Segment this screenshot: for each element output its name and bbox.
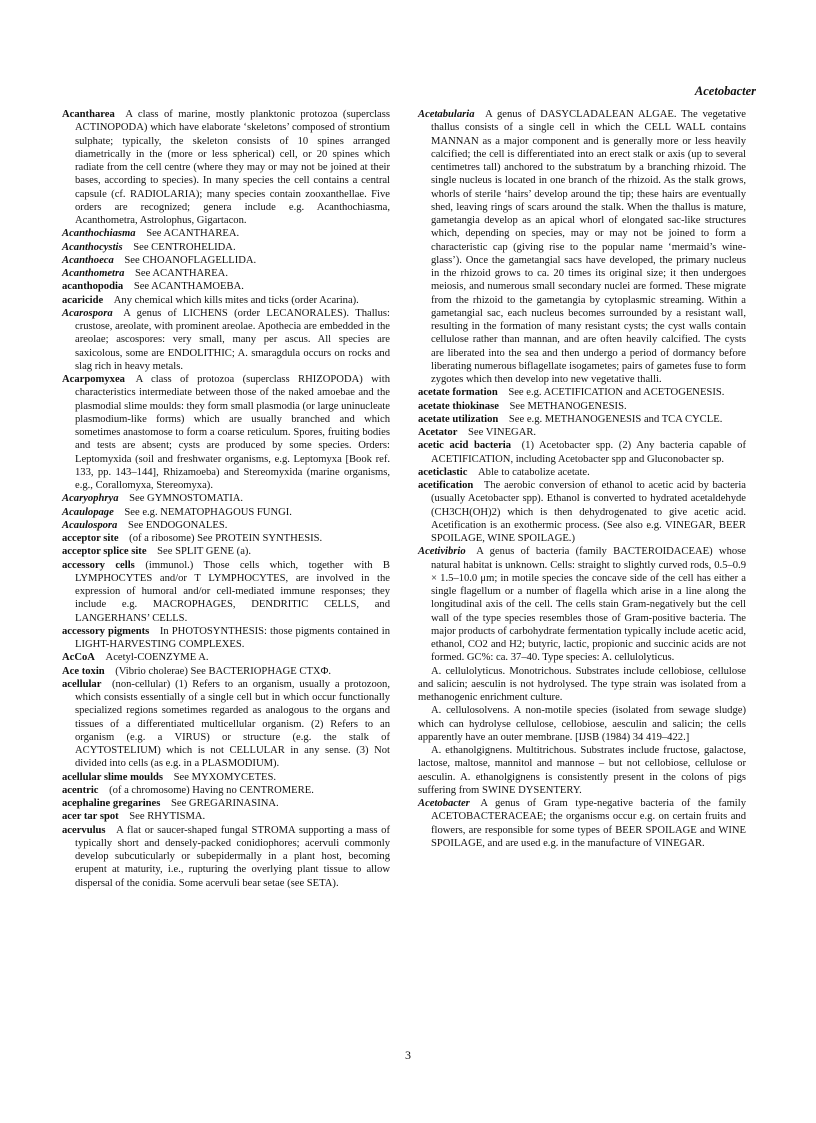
entry-definition: A genus of DASYCLADALEAN ALGAE. The vegetative thallus consists of a single cell in which the CELL WALL contains MANNAN as a major component and is generally more or less heavily calcified; the cell is differentiated into an erect stalk or axis (up to several centimetres tall) anchored to the substratum by a branching rhizoid. The single nucleus is located in one branch of the rhizoid. As the stalk grows, whorls of sterile ‘hairs’ develop around the tip; these hairs are eventually shed, leaving rings of scars around the stalk. When the thallus is mature, gametangia develop as an apical whorl of elongated sac-like structures which, depending on species, may or may not be joined to form a characteristic cap (giving rise to the popular name ‘mermaid’s wine-glass’). Once the gametangial sacs have developed, the primary nucleus in the rhizoid grows to ca. 20 times its original size; it then undergoes meiosis, and numerous small secondary nuclei are formed. These migrate from the rhizoid to the gametangia by cytoplasmic streaming. Within a gametangial sac, each nucleus becomes surrounded by a resistant wall, resulting in the formation of many resistant cysts; the cyst walls contain cellulose rather than mannan, and are often heavily calcified. The cysts are liberated into the sea and then undergo a period of dormancy before liberating numerous biflagellate isogametes; pairs of gametes fuse to form zygotes which then develop into new vegetative thalli. (431, 109, 746, 385)
entry-definition: In PHOTOSYNTHESIS: those pigments contained in LIGHT-HARVESTING COMPLEXES. (75, 625, 391, 650)
dictionary-entry (418, 386, 746, 399)
entry-definition: See CHOANOFLAGELLIDA. (124, 254, 257, 266)
entry-definition: (Vibrio cholerae) See BACTERIOPHAGE CTXΦ. (115, 665, 331, 677)
entry-headword: AcCoA (62, 652, 95, 664)
dictionary-entry (62, 665, 390, 678)
dictionary-entry (418, 466, 746, 479)
entry-headword: Acetobacter (418, 798, 470, 809)
dictionary-entry (62, 254, 390, 267)
entry-definition: See CENTROHELIDA. (133, 241, 236, 253)
dictionary-entry (62, 810, 390, 823)
dictionary-entry (62, 678, 390, 771)
entry-definition: See SPLIT GENE (a). (157, 546, 252, 558)
dictionary-entry (62, 241, 390, 254)
entry-headword: Acanthochiasma (62, 228, 136, 240)
entry-headword: Acaryophrya (62, 493, 119, 505)
entry-definition: (1) Acetobacter spp. (2) Any bacteria capable of ACETIFICATION, including Acetobacter spp and Gluconobacter sp. (431, 440, 746, 465)
dictionary-entry (62, 824, 390, 890)
page-number: 3 (405, 1048, 411, 1062)
entry-definition: See e.g. METHANOGENESIS and TCA CYCLE. (508, 413, 723, 425)
entry-definition: See ACANTHAREA. (146, 228, 240, 240)
entry-definition: A flat or saucer-shaped fungal STROMA supporting a mass of typically short and densely-packed conidiophores; acervuli commonly develop subcuticularly or subepidermally in a plant host, becoming erupent at maturity, i.e., rupturing the overlying plant tissue to allow dispersal of the conidia. Some acervuli bear setae (see SETA). (75, 824, 390, 889)
dictionary-entry (62, 519, 390, 532)
entry-headword: acellular (62, 678, 102, 690)
entry-subparagraph (418, 665, 746, 705)
dictionary-entry (62, 267, 390, 280)
dictionary-entry (62, 373, 390, 492)
entry-definition: See GREGARINASINA. (170, 798, 279, 809)
dictionary-entry (62, 492, 390, 505)
dictionary-entry (62, 784, 390, 797)
dictionary-entry (418, 479, 746, 545)
entry-definition: See RHYTISMA. (129, 811, 206, 823)
entry-headword: accessory pigments (62, 625, 150, 637)
entry-definition: See METHANOGENESIS. (509, 400, 627, 412)
dictionary-entry (418, 400, 746, 413)
entry-headword: acetic acid bacteria (418, 440, 512, 452)
dictionary-entry (62, 227, 390, 240)
entry-definition: The aerobic conversion of ethanol to acetic acid by bacteria (usually Acetobacter spp). Ethanol is converted to hydrated acetaldehyde (CH3CH(OH)2) which is then dehydrogenated to give acetic acid. Acetification is an exothermic process. (See also e.g. VINEGAR, BEER SPOILAGE, WINE SPOILAGE.) (431, 480, 746, 544)
entry-headword: Acaulospora (62, 519, 118, 531)
entry-definition: A. cellulosolvens. A non-motile species (isolated from sewage sludge) which can hydrolyse cellulose, cellobiose, aesculin and salicin; the cells apparently have an outer membrane. [IJSB (1984) 34 419–422.] (418, 705, 746, 743)
entry-headword: acceptor site (62, 533, 119, 544)
dictionary-entry (418, 108, 746, 386)
entry-subparagraph (418, 744, 746, 797)
entry-headword: acellular slime moulds (62, 771, 164, 783)
entry-headword: acetification (418, 480, 474, 491)
dictionary-entry (62, 307, 390, 373)
entry-headword: Acanthocystis (62, 241, 123, 253)
entry-definition: A genus of bacteria (family BACTEROIDACEAE) whose natural habitat is unknown. Cells: straight to slightly curved rods, 0.5–0.9 × 1.5–10.0 μm; in motile species the concave side of the cell has either a single flagellum or a number of flagella which arise in a line along the longitudinal axis of the cell. The cells stain Gram-negatively but the cell wall of the type species resembles those of Gram-positive bacteria. The major products of carbohydrate fermentation typically include acetic acid, ethanol, CO2 and H2; butyric, lactic, propionic and succinic acids are not formed. GC%: ca. 37–40. Type species: A. cellulolyticus. (431, 546, 746, 664)
dictionary-entry (62, 651, 390, 664)
entry-definition: See ENDOGONALES. (127, 519, 228, 531)
entry-definition: See GYMNOSTOMATIA. (129, 493, 244, 505)
dictionary-entry (62, 294, 390, 307)
entry-definition: See ACANTHAREA. (135, 268, 228, 279)
entry-definition: A class of protozoa (superclass RHIZOPODA) with characteristics intermediate between those of the naked amoebae and the plasmodial slime moulds: they form small plasmodia (or large uninucleate plasmodium-like forms) which are usually branched and which sometimes anastomose to form a coarse reticulum. Spores, fruiting bodies and tests are absent; cysts are produced by some species. Orders: Leptomyxida (soil and freshwater organisms, e.g. Leptomyxa [Book ref. 133, pp. 143–144], Rhizamoeba) and Stereomyxida (marine organisms, e.g., Corallomyxa, Stereomyxa). (75, 374, 390, 491)
entry-definition: A class of marine, mostly planktonic protozoa (superclass ACTINOPODA) which have elaborate ‘skeletons’ composed of strontium sulphate; typically, the skeleton consists of 10 spines arranged diametrically in the (more or less spherical) cell, or 20 spines which radiate from the cell centre (where they may or may not be joined at their bases, according to species). In many species the cell contains a central capsule (cf. RADIOLARIA); many species contain zooxanthellae. Five orders are recognized; genera include e.g. Acanthochiasma, Acanthometra, Astrolophus, Gigartacon. (75, 109, 390, 226)
entry-headword: accessory cells (62, 559, 135, 571)
left-column (62, 108, 390, 890)
entry-headword: Acetivibrio (418, 546, 466, 558)
entry-headword: acanthopodia (62, 281, 124, 293)
dictionary-entry (62, 506, 390, 519)
entry-definition: (of a ribosome) See PROTEIN SYNTHESIS. (129, 533, 323, 544)
entry-headword: Acantharea (62, 109, 115, 120)
entry-headword: acentric (62, 784, 99, 796)
dictionary-entry (418, 413, 746, 426)
entry-headword: acervulus (62, 824, 106, 836)
entry-headword: Acanthometra (62, 268, 125, 279)
entry-definition: Any chemical which kills mites and ticks (order Acarina). (113, 294, 359, 306)
entry-definition: Acetyl-COENZYME A. (105, 652, 209, 664)
dictionary-entry (418, 439, 746, 466)
running-head: Acetobacter (694, 84, 756, 98)
dictionary-entry (62, 545, 390, 558)
right-column (418, 108, 746, 850)
entry-headword: acaricide (62, 294, 104, 306)
entry-definition: A. cellulolyticus. Monotrichous. Substrates include cellobiose, cellulose and salicin; aesculin is not hydrolysed. The type strain was isolated from a methanogenic enrichment culture. (418, 665, 746, 703)
entry-definition: A. ethanolgignens. Multitrichous. Substrates include fructose, galactose, lactose, maltose, mannitol and mannose – but not cellobiose, cellulose or aesculin. A. ethanolgignens is consistently present in the colons of pigs suffering from SWINE DYSENTERY. (418, 745, 746, 796)
entry-definition: See e.g. NEMATOPHAGOUS FUNGI. (124, 506, 292, 518)
entry-definition: See ACANTHAMOEBA. (133, 281, 244, 293)
entry-definition: See e.g. ACETIFICATION and ACETOGENESIS. (508, 387, 725, 399)
entry-headword: acetate thiokinase (418, 400, 499, 412)
entry-headword: Acetator (418, 427, 458, 438)
entry-headword: Acanthoeca (62, 254, 114, 266)
dictionary-entry (62, 108, 390, 227)
entry-headword: acetate utilization (418, 413, 499, 425)
entry-subparagraph (418, 704, 746, 744)
dictionary-entry (62, 532, 390, 545)
dictionary-entry (62, 280, 390, 293)
entry-definition: (non-cellular) (1) Refers to an organism, usually a protozoon, which consists essentially of a single cell but in which occur functionally specialized regions sometimes regarded as analogous to the organs and tissues of a differentiated multicellular organism. (2) Refers to an organism (e.g. a VIRUS) or structure (e.g. the stalk of ACYTOSTELIUM) which is not CELLULAR in any sense. (3) Not divided into cells (as e.g. in a PLASMODIUM). (75, 678, 390, 770)
entry-definition: (of a chromosome) Having no CENTROMERE. (109, 784, 314, 796)
entry-headword: aceticlastic (418, 466, 468, 478)
dictionary-entry (62, 771, 390, 784)
dictionary-entry (418, 797, 746, 850)
entry-definition: A genus of LICHENS (order LECANORALES). Thallus: crustose, areolate, with prominent areolae. Apothecia are embedded in the areolae; ascospores: very small, many per ascus. All species are saxicolous, some are ENDOLITHIC; A. smaragdula occurs on rocks and slag rich in heavy metals. (75, 307, 390, 372)
entry-headword: Acarpomyxea (62, 374, 125, 385)
entry-headword: acer tar spot (62, 811, 119, 823)
entry-headword: Acetabularia (418, 109, 475, 120)
entry-definition: (immunol.) Those cells which, together with B LYMPHOCYTES and/or T LYMPHOCYTES, are involved in the expression of humoral and/or cell-mediated immune responses; they include e.g. MACROPHAGES, DENDRITIC CELLS, and LANGERHANS’ CELLS. (75, 559, 390, 624)
entry-definition: See VINEGAR. (468, 427, 537, 438)
entry-headword: Acaulopage (62, 506, 114, 518)
dictionary-entry (62, 797, 390, 810)
entry-headword: acceptor splice site (62, 546, 147, 558)
entry-headword: acetate formation (418, 387, 498, 399)
dictionary-entry (418, 426, 746, 439)
entry-definition: A genus of Gram type-negative bacteria of the family ACETOBACTERACEAE; the organisms occur e.g. on certain fruits and flowers, are responsible for some types of BEER SPOILAGE and WINE SPOILAGE, and are used e.g. in the manufacture of VINEGAR. (431, 798, 746, 849)
entry-headword: Acarospora (62, 307, 113, 319)
dictionary-entry (62, 559, 390, 625)
entry-headword: acephaline gregarines (62, 798, 161, 809)
entry-definition: Able to catabolize acetate. (478, 466, 590, 478)
dictionary-entry (62, 625, 390, 652)
dictionary-entry (418, 545, 746, 664)
entry-definition: See MYXOMYCETES. (173, 771, 277, 783)
entry-headword: Ace toxin (62, 665, 105, 677)
